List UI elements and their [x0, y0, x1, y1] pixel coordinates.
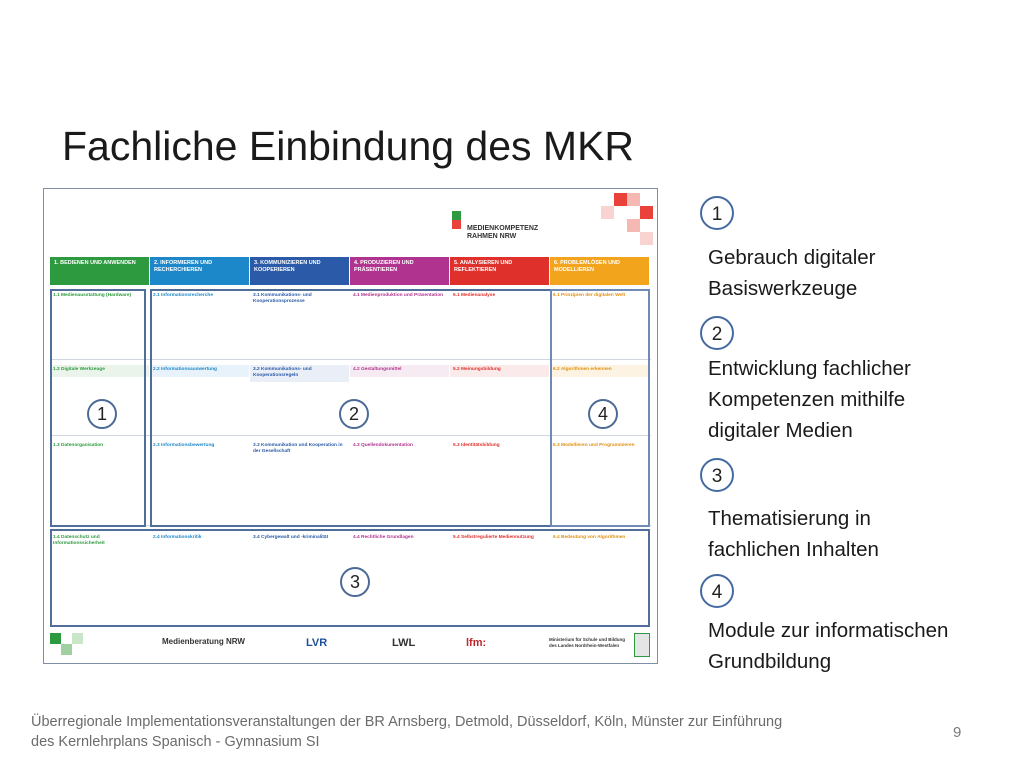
column-head: 5. ANALYSIEREN UND REFLEKTIEREN: [450, 257, 549, 285]
logo-mark-icon: [452, 211, 461, 220]
cell: 4.2 Gestaltungsmittel: [350, 365, 449, 377]
pixel-decoration: [72, 633, 83, 644]
pixel-decoration: [614, 193, 627, 206]
cell: 5.1 Medienanalyse: [453, 293, 496, 298]
column-head: 2. INFORMIEREN UND RECHERCHIEREN: [150, 257, 249, 285]
legend-number-4: 4: [700, 574, 734, 608]
legend-text-4: Module zur informatischen Grundbildung: [708, 619, 949, 673]
logo-medienberatung: Medienberatung NRW: [162, 637, 245, 646]
column-head: 6. PROBLEMLÖSEN UND MODELLIEREN: [550, 257, 649, 285]
cell: 2.3 Informationsbewertung: [153, 443, 215, 448]
legend-number-1: 1: [700, 196, 734, 230]
cell: 5.3 Identitätsbildung: [453, 443, 500, 448]
slide-footer: Überregionale Implementationsveranstaltungen der BR Arnsberg, Detmold, Düsseldorf, Köln, Münster zur Einführung des Kernlehrplans Spanisch - Gymnasium SI: [31, 714, 783, 750]
medienkompetenzrahmen-image: [43, 188, 658, 664]
logo-ministerium: Ministerium für Schule und Bildung des Landes Nordrhein-Westfalen: [549, 637, 625, 648]
cell: 6.3 Modellieren und Programmieren: [553, 443, 635, 448]
pixel-decoration: [627, 193, 640, 206]
logo-lvr: LVR: [306, 637, 328, 649]
nrw-crest-icon: [634, 633, 650, 657]
logo-lfm: lfm:: [466, 637, 487, 649]
cell: 2.2 Informationsauswertung: [150, 365, 249, 377]
pixel-decoration: [640, 206, 653, 219]
column-head: 4. PRODUZIEREN UND PRÄSENTIEREN: [350, 257, 449, 285]
column-head: 3. KOMMUNIZIEREN UND KOOPERIEREN: [250, 257, 349, 285]
cell: 4.1 Medienproduktion und Präsentation: [353, 293, 444, 298]
marker-2: 2: [339, 399, 369, 429]
legend-text-3: Thematisierung in fachlichen Inhalten: [708, 507, 879, 561]
cell: 6.2 Algorithmen erkennen: [550, 365, 649, 377]
cell: 1.4 Datenschutz und Informationssicherheit: [53, 535, 105, 546]
cell: 5.2 Meinungsbildung: [450, 365, 549, 377]
pixel-decoration: [627, 219, 640, 232]
cell: 2.4 Informationskritik: [153, 535, 202, 540]
pixel-decoration: [50, 633, 61, 644]
logo-lwl: LWL: [392, 637, 416, 649]
cell: 4.3 Quellendokumentation: [353, 443, 413, 448]
marker-1: 1: [87, 399, 117, 429]
page-number: 9: [953, 724, 962, 741]
pixel-decoration: [640, 232, 653, 245]
cell: 3.1 Kommunikations- und Kooperationsprozesse: [253, 293, 312, 304]
cell: 1.2 Digitale Werkzeuge: [50, 365, 149, 377]
mkr-logo: MEDIENKOMPETENZ RAHMEN NRW: [467, 225, 539, 240]
pixel-decoration: [61, 644, 72, 655]
legend-text-1: Gebrauch digitaler Basiswerkzeuge: [708, 246, 876, 300]
logo-mark-icon: [452, 220, 461, 229]
cell: 6.4 Bedeutung von Algorithmen: [553, 535, 626, 540]
marker-3: 3: [340, 567, 370, 597]
cell: 3.2 Kommunikations- und Kooperationsregeln: [250, 365, 349, 382]
legend-number-3: 3: [700, 458, 734, 492]
cell: 5.4 Selbstregulierte Mediennutzung: [453, 535, 534, 540]
marker-4: 4: [588, 399, 618, 429]
slide-title: Fachliche Einbindung des MKR: [62, 123, 635, 169]
cell: 3.4 Cybergewalt und -kriminalität: [253, 535, 329, 540]
legend-text-2: Entwicklung fachlicher Kompetenzen mithilfe digitaler Medien: [708, 357, 911, 442]
cell: 2.1 Informationsrecherche: [153, 293, 213, 298]
cell: 4.4 Rechtliche Grundlagen: [353, 535, 414, 540]
partner-logos: [44, 629, 657, 663]
legend-number-2: 2: [700, 316, 734, 350]
cell: 1.3 Datenorganisation: [53, 443, 104, 448]
column-head: 1. BEDIENEN UND ANWENDEN: [50, 257, 149, 285]
cell: 6.1 Prinzipien der digitalen Welt: [553, 293, 626, 298]
cell: 3.3 Kommunikation und Kooperation in der Gesellschaft: [253, 443, 343, 454]
cell: 1.1 Medienausstattung (Hardware): [53, 293, 132, 298]
pixel-decoration: [601, 206, 614, 219]
